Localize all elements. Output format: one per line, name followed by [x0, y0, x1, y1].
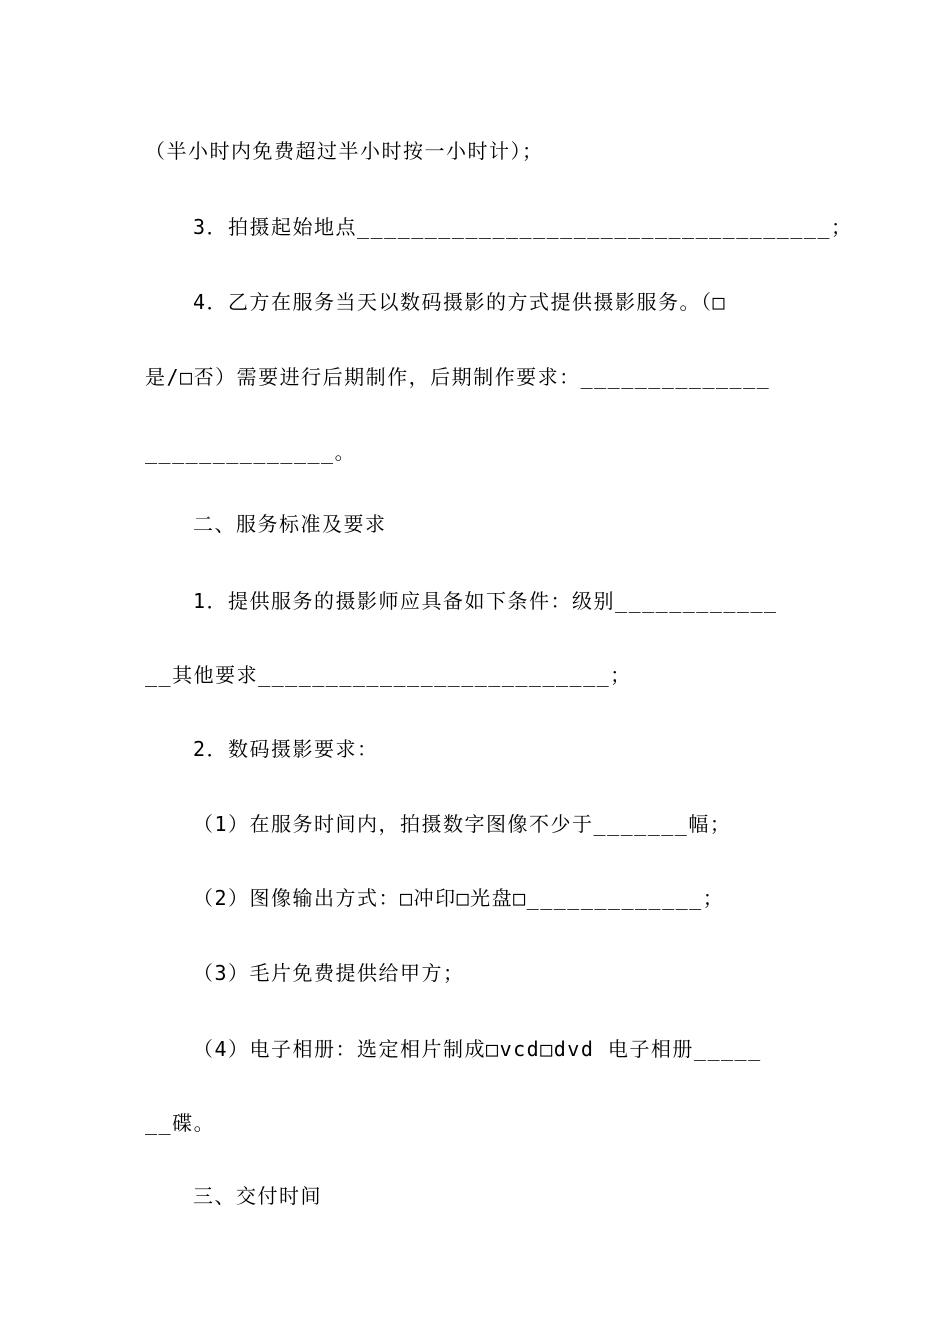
text-line-11: （2）图像输出方式：□冲印□光盘□_____________；: [193, 886, 725, 910]
text-line-4: 是/□否）需要进行后期制作，后期制作要求：______________: [145, 365, 771, 389]
text-line-7: 1．提供服务的摄影师应具备如下条件：级别____________: [193, 589, 778, 613]
section-heading-2: 二、服务标准及要求: [193, 512, 387, 536]
text-line-3: 4．乙方在服务当天以数码摄影的方式提供摄影服务。（□: [193, 290, 727, 314]
text-line-2: 3．拍摄起始地点___________________________________；: [193, 215, 853, 239]
text-line-5: ______________。: [145, 440, 357, 464]
text-line-1: （半小时内免费超过半小时按一小时计）；: [145, 139, 544, 163]
text-line-9: 2．数码摄影要求：: [193, 737, 379, 761]
text-line-8: __其他要求__________________________；: [145, 663, 632, 687]
text-line-14: __碟。: [145, 1111, 216, 1135]
text-line-13: （4）电子相册：选定相片制成□vcd□dvd 电子相册_____: [193, 1037, 762, 1061]
text-line-10: （1）在服务时间内，拍摄数字图像不少于_______幅；: [193, 812, 732, 836]
text-line-12: （3）毛片免费提供给甲方；: [193, 961, 465, 985]
section-heading-3: 三、交付时间: [193, 1184, 322, 1208]
